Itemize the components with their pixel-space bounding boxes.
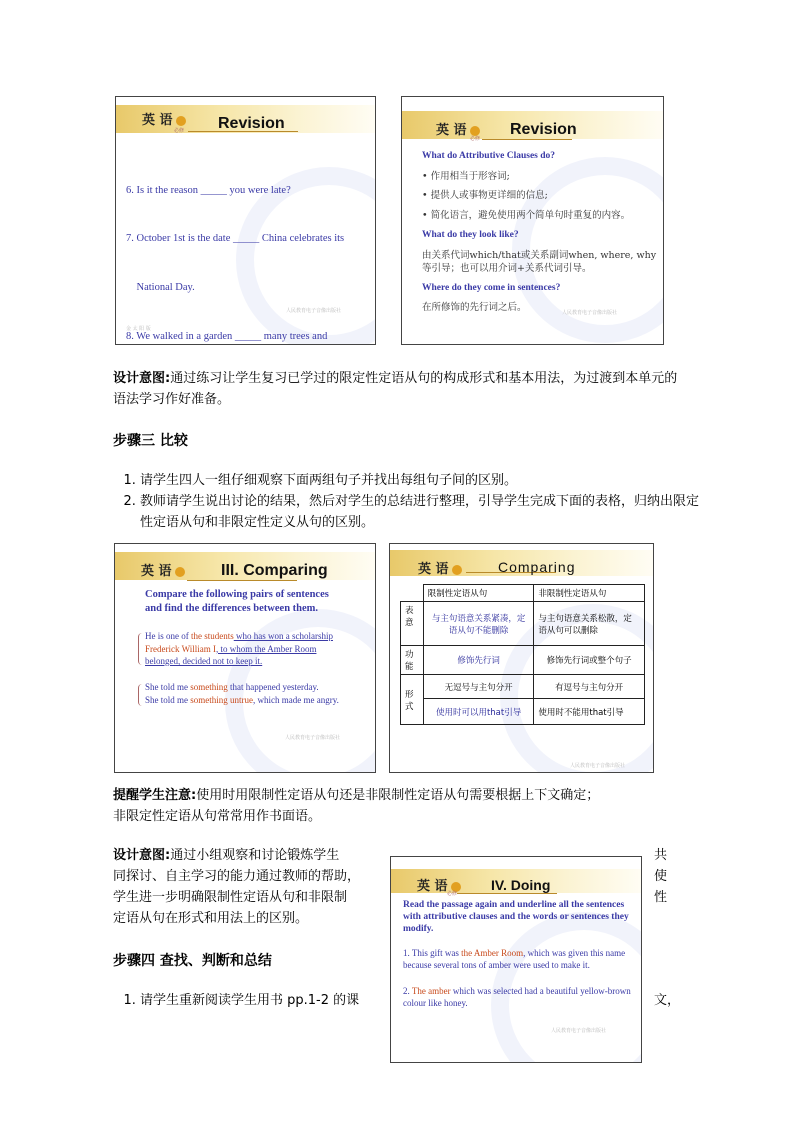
design-intent-text: 通过练习让学生复习已学过的限定性定语从句的构成形式和基本用法，为过渡到本单元的语法学习作好准备。	[113, 371, 678, 407]
sentence: He is one of the students who has won a scholarship	[145, 631, 333, 641]
list-item: 2. 教师请学生说出讨论的结果，然后对学生的总结进行整理，引导学生完成下面的表格，归纳出限定性定语从句和非限定性定义从句的区别。	[140, 491, 706, 533]
step4-heading: 步骤四 查找、判断和总结	[113, 953, 272, 969]
step3-heading: 步骤三 比较	[113, 433, 188, 449]
design-intent-2-right: 共 使 性	[654, 848, 668, 905]
table-cell: 无逗号与主句分开	[423, 675, 534, 699]
design-intent-2	[113, 845, 388, 929]
slide-footer-right: 人民教育电子音像出版社	[286, 308, 342, 314]
bullet: • 简化语言，避免使用两个简单句时重复的内容。	[422, 209, 631, 221]
sentence: Frederick William I, to whom the Amber Room	[145, 643, 317, 654]
question: Where do they come in sentences?	[422, 282, 561, 293]
exercise-line: 8. We walked in a garden _____ many trees and	[126, 331, 328, 343]
reminder-label: 提醒学生注意:	[113, 788, 197, 803]
example-2: 2. The amber which was selected had a beautiful yellow-brown colour like honey.	[403, 986, 631, 1008]
step4-item1-tail: 文，	[654, 993, 681, 1008]
row-label: 形式	[401, 675, 424, 725]
brand-sub: 必修	[174, 128, 185, 134]
table-cell: 修饰先行词或整个句子	[534, 646, 645, 675]
question: What do Attributive Clauses do?	[422, 151, 556, 161]
bracket-1	[138, 633, 144, 665]
slide-title: Revision	[218, 115, 285, 132]
brand-circle-icon	[470, 126, 480, 136]
slide-footer-left: 金 太 阳 版	[126, 326, 151, 332]
reminder-line: 非限定性定语从句常常用作书面语。	[113, 809, 322, 824]
slide-title: Revision	[510, 121, 577, 138]
slide-footer-right: 人民教育电子音像出版社	[570, 763, 626, 769]
exercise-list	[126, 150, 344, 345]
brand-label: 英 语	[436, 119, 480, 138]
brand-label: 英 语	[141, 560, 185, 579]
instruction-line: Compare the following pairs of sentences	[145, 589, 329, 600]
reminder-note	[113, 785, 683, 827]
design-intent-1	[113, 368, 683, 410]
table-cell: 有逗号与主句分开	[534, 675, 645, 699]
sentence-pair-2	[145, 681, 339, 707]
instruction	[145, 588, 329, 616]
intent-line: 同探讨、自主学习的能力通过教师的帮助，	[113, 869, 361, 884]
slide-comparing-table	[389, 543, 654, 773]
question: What do they look like?	[422, 230, 519, 240]
table-cell: 与主句语意关系松散，定语从句可以删除	[534, 602, 645, 646]
list-item: 1. 请学生重新阅读学生用书 pp.1-2 的课	[140, 990, 405, 1011]
sentence-pair-1	[145, 630, 333, 668]
answer: 在所修饰的先行词之后。	[422, 302, 527, 313]
table-header: 限制性定语从句	[423, 585, 534, 602]
row-label: 功能	[401, 646, 424, 675]
intent-line: 学生进一步明确限制性定语从句和非限制	[113, 890, 348, 905]
slide-comparing-sentences	[114, 543, 376, 773]
slide-title: Comparing	[498, 559, 576, 575]
slide-body	[422, 150, 658, 315]
slide-footer-right: 人民教育电子音像出版社	[562, 310, 618, 316]
table-header: 非限制性定语从句	[534, 585, 645, 602]
brand-circle-icon	[175, 567, 185, 577]
example-1: 1. This gift was the Amber Room, which was given this name because several tons of amber were used to make it.	[403, 948, 626, 970]
slide-doing	[390, 856, 642, 1063]
intent-line: 设计意图:通过小组观察和讨论锻炼学生	[113, 848, 340, 863]
bullet: • 提供人或事物更详细的信息;	[422, 190, 548, 201]
brand-sub: 必修	[470, 136, 481, 142]
title-underline	[187, 580, 297, 581]
exercise-line: 7. October 1st is the date _____ China celebrates its	[126, 233, 345, 245]
brand-circle-icon	[452, 565, 462, 575]
sentence: She told me something untrue, which made me angry.	[145, 695, 339, 705]
title-underline	[482, 139, 572, 140]
slide-title: III. Comparing	[221, 562, 328, 579]
bracket-2	[138, 684, 144, 706]
intent-line: 定语从句在形式和用法上的区别。	[113, 911, 309, 926]
slide-footer-right: 人民教育电子音像出版社	[551, 1028, 607, 1034]
instruction: Read the passage again and underline all the sentences with attributive clauses and the words or sentences they modify.	[403, 900, 629, 934]
table-cell: 使用时可以用that引导	[423, 699, 534, 725]
list-item: 1. 请学生四人一组仔细观察下面两组句子并找出每组句子间的区别。	[140, 470, 706, 491]
slide-revision-2	[401, 96, 664, 345]
slide-footer-right: 人民教育电子音像出版社	[285, 735, 341, 741]
slide-revision-1	[115, 96, 376, 345]
brand-sub: 必修	[447, 891, 458, 897]
sentence: belonged, decided not to keep it.	[145, 656, 263, 666]
brand-label: 英 语	[142, 109, 186, 128]
step4-list	[118, 990, 405, 1011]
table-cell: 使用时不能用that引导	[534, 699, 645, 725]
comparison-table	[400, 584, 645, 725]
sentence: She told me something that happened yesterday.	[145, 682, 319, 692]
slide-title: IV. Doing	[491, 877, 551, 893]
step3-list	[118, 470, 706, 533]
instruction-line: and find the differences between them.	[145, 603, 319, 614]
table-cell: 修饰先行词	[423, 646, 534, 675]
title-underline	[457, 893, 557, 894]
design-intent-label: 设计意图:	[113, 371, 171, 386]
brand-label: 英 语	[417, 875, 461, 894]
brand-label: 英 语	[418, 558, 462, 577]
brand-circle-icon	[176, 116, 186, 126]
table-corner	[401, 585, 424, 602]
table-cell: 与主句语意关系紧凑，定语从句不能删除	[423, 602, 534, 646]
bullet: • 作用相当于形容词;	[422, 170, 510, 182]
answer: 由关系代词which/that或关系副词when, where, why等引导；也可以用介词+关系代词引导。	[422, 249, 657, 274]
exercise-line: National Day.	[126, 282, 195, 294]
row-label: 表意	[401, 602, 424, 646]
exercise-line: 6. Is it the reason _____ you were late?	[126, 184, 291, 196]
reminder-line: 提醒学生注意:使用时用限制性定语从句还是非限制性定语从句需要根据上下文确定；	[113, 788, 600, 803]
